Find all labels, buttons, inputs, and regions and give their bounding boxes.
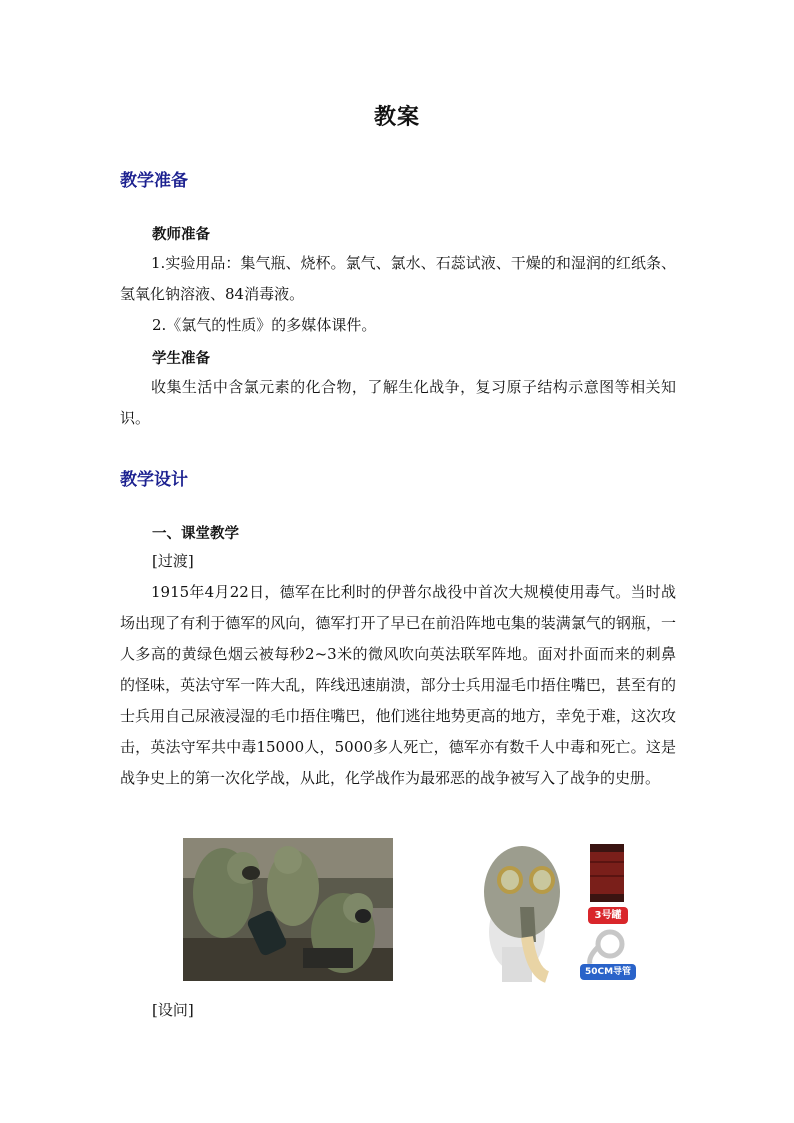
history-story-paragraph: 1915年4月22日，德军在比利时的伊普尔战役中首次大规模使用毒气。当时战场出现了有利于德军的风向，德军打开了早已在前沿阵地屯集的装满氯气的钢瓶，一人多高的黄绿色烟云被每秒2~3米的微风吹向英法联军阵地。面对扑面而来的刺鼻的怪味，英法守军一阵大乱，阵线迅速崩溃，部分士兵用湿毛巾捂住嘴巴，甚至有的士兵用自己尿液浸湿的毛巾捂住嘴巴，他们逃往地势更高的地方，幸免于难，这次攻击，英法守军共中毒15000人，5000多人死亡，德军亦有数千人中毒和死亡。这是战争史上的第一次化学战，从此，化学战作为最邪恶的战争被写入了战争的史册。 [120,583,676,787]
gasmask-product-image [472,832,652,984]
student-prep-text: 收集生活中含氯元素的化合物，了解生化战争，复习原子结构示意图等相关知识。 [120,378,676,427]
soldiers-gasmask-photo [183,838,393,981]
subheading-student-prep: 学生准备 [152,351,210,367]
canister-label-badge: 3号罐 [588,907,628,924]
soldiers-gasmask-illustration [183,838,393,981]
teacher-prep-item-2: 2.《氯气的性质》的多媒体课件。 [152,316,377,334]
question-label: [设问] [152,1001,194,1019]
section-heading-design: 教学设计 [120,470,188,490]
transition-label: [过渡] [152,552,194,570]
section-heading-prep: 教学准备 [120,171,188,191]
tube-label-badge: 50CM导管 [580,964,636,980]
subheading-teacher-prep: 教师准备 [152,227,210,243]
teacher-prep-item-1: 1.实验用品：集气瓶、烧杯。氯气、氯水、石蕊试液、干燥的和湿润的红纸条、氢氧化钠溶液、84消毒液。 [120,254,676,303]
page-title: 教案 [373,105,420,130]
subheading-classroom: 一、课堂教学 [152,526,239,542]
